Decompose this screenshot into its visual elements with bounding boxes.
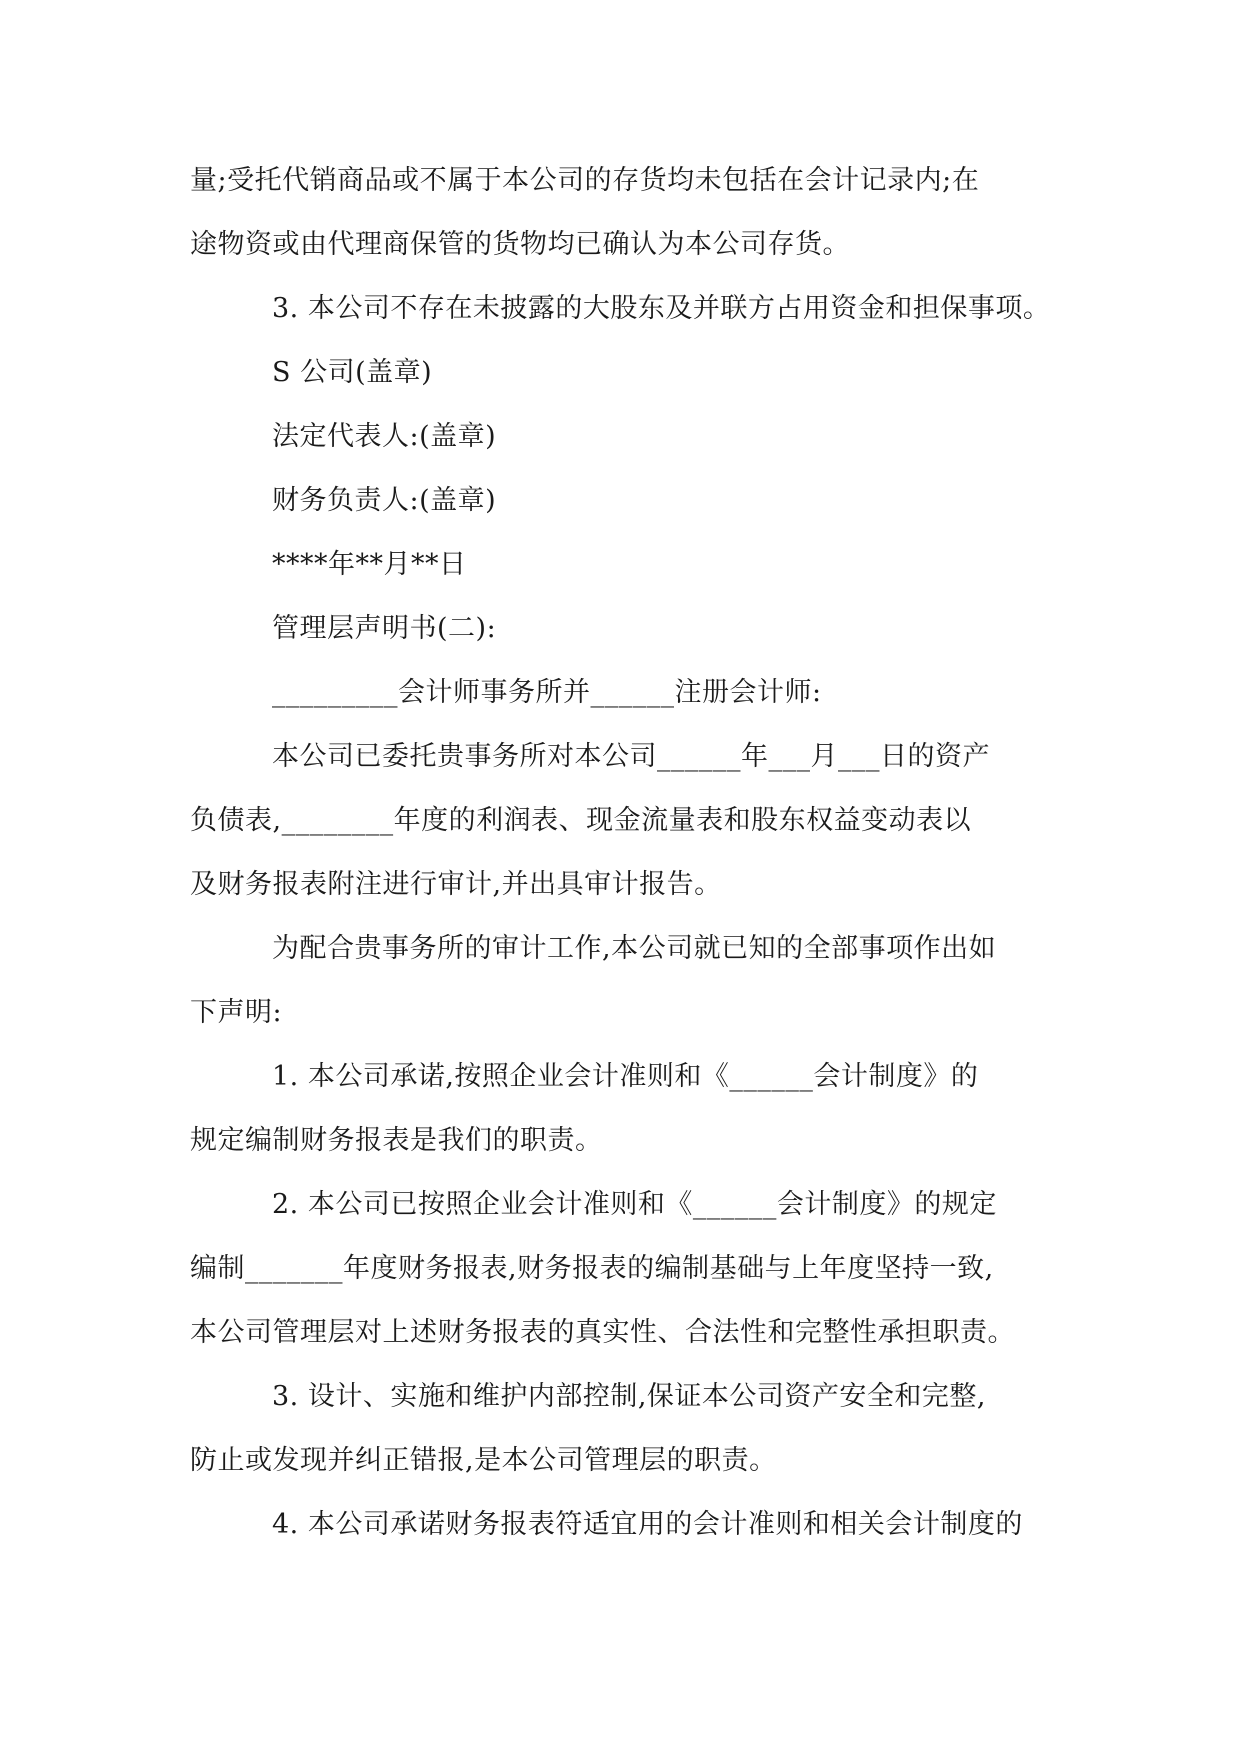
addressee-line: _________会计师事务所并______注册会计师: <box>272 677 822 708</box>
paragraph-line: 途物资或由代理商保管的货物均已确认为本公司存货。 <box>190 229 850 260</box>
paragraph-line: 4. 本公司承诺财务报表符适宜用的会计准则和相关会计制度的 <box>272 1509 1023 1540</box>
paragraph-line: 及财务报表附注进行审计,并出具审计报告。 <box>190 869 722 900</box>
paragraph-line: 3. 本公司不存在未披露的大股东及并联方占用资金和担保事项。 <box>272 293 1051 324</box>
company-seal-line: S 公司(盖章) <box>272 357 433 388</box>
section-heading: 管理层声明书(二): <box>272 613 497 644</box>
paragraph-line: 负债表,________年度的利润表、现金流量表和股东权益变动表以 <box>190 805 972 836</box>
paragraph-line: 3. 设计、实施和维护内部控制,保证本公司资产安全和完整, <box>272 1381 987 1412</box>
paragraph-line: 2. 本公司已按照企业会计准则和《______会计制度》的规定 <box>272 1189 997 1220</box>
paragraph-line: 本公司管理层对上述财务报表的真实性、合法性和完整性承担职责。 <box>190 1317 1015 1348</box>
paragraph-line: 1. 本公司承诺,按照企业会计准则和《______会计制度》的 <box>272 1061 979 1092</box>
date-line: ****年**月**日 <box>272 549 467 580</box>
paragraph-line: 规定编制财务报表是我们的职责。 <box>190 1125 603 1156</box>
paragraph-line: 下声明: <box>190 997 283 1028</box>
paragraph-line: 编制_______年度财务报表,财务报表的编制基础与上年度坚持一致, <box>190 1253 994 1284</box>
paragraph-line: 本公司已委托贵事务所对本公司______年___月___日的资产 <box>272 741 990 772</box>
finance-manager-line: 财务负责人:(盖章) <box>272 485 497 516</box>
paragraph-line: 为配合贵事务所的审计工作,本公司就已知的全部事项作出如 <box>272 933 997 964</box>
legal-representative-line: 法定代表人:(盖章) <box>272 421 497 452</box>
paragraph-line: 量;受托代销商品或不属于本公司的存货均未包括在会计记录内;在 <box>190 165 980 196</box>
paragraph-line: 防止或发现并纠正错报,是本公司管理层的职责。 <box>190 1445 777 1476</box>
